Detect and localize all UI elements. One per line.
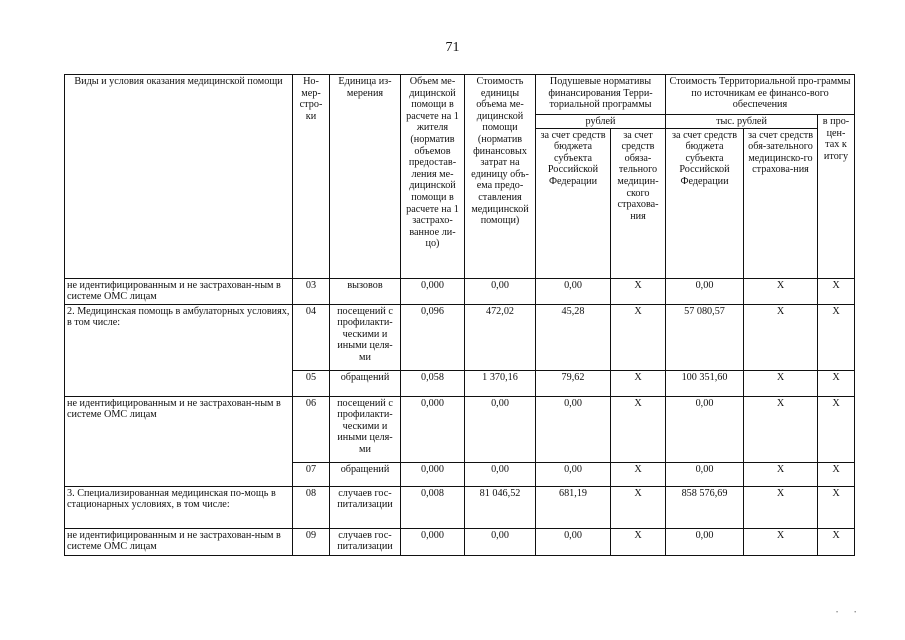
row-pc-oms: Х <box>611 370 666 396</box>
page-number: 71 <box>445 40 460 55</box>
header-oms-per-capita: за счет средств обяза-тельного медицин-ского страхова-ния <box>611 128 666 278</box>
row-volume: 0,008 <box>401 486 465 528</box>
row-pr-percent: Х <box>818 396 855 462</box>
header-oms-program: за счет средств обя-зательного медицинско-го страхова-ния <box>744 128 818 278</box>
row-pr-percent: Х <box>818 278 855 304</box>
row-pc-oms: Х <box>611 462 666 486</box>
row-line: 09 <box>293 528 330 555</box>
row-cost: 0,00 <box>465 278 536 304</box>
row-pr-oms: Х <box>744 462 818 486</box>
header-per-capita: Подушевые нормативы финансирования Терри-ториальной программы <box>536 75 666 115</box>
header-budget-per-capita: за счет средств бюджета субъекта Российской Федерации <box>536 128 611 278</box>
row-cost: 472,02 <box>465 304 536 370</box>
table-row <box>65 396 855 462</box>
header-unit-thousand-rubles: тыс. рублей <box>666 115 818 129</box>
header-unit-rubles: рублей <box>536 115 666 129</box>
row-volume: 0,000 <box>401 396 465 462</box>
row-cost: 0,00 <box>465 396 536 462</box>
header-budget-program: за счет средств бюджета субъекта Российской Федерации <box>666 128 744 278</box>
row-volume: 0,058 <box>401 370 465 396</box>
row-unit: случаев гос-питализации <box>330 528 401 555</box>
row-pr-oms: Х <box>744 396 818 462</box>
table-row <box>65 528 855 555</box>
scan-speck: • • <box>836 610 859 616</box>
row-kind: не идентифицированным и не застрахован-ным в системе ОМС лицам <box>65 278 293 304</box>
row-pr-percent: Х <box>818 462 855 486</box>
row-unit: вызовов <box>330 278 401 304</box>
row-kind: 3. Специализированная медицинская по-мощь в стационарных условиях, в том числе: <box>65 486 293 528</box>
header-kind: Виды и условия оказания медицинской помощи <box>65 75 293 279</box>
financing-table <box>64 74 855 556</box>
row-unit: посещений с профилакти-ческими и иными целя-ми <box>330 396 401 462</box>
row-line: 04 <box>293 304 330 370</box>
table-row <box>65 278 855 304</box>
row-unit: посещений с профилакти-ческими и иными целя-ми <box>330 304 401 370</box>
row-line: 05 <box>293 370 330 396</box>
row-pc-oms: Х <box>611 396 666 462</box>
row-pr-oms: Х <box>744 370 818 396</box>
row-pr-oms: Х <box>744 278 818 304</box>
header-unit-cost: Стоимость единицы объема ме-дицинской помощи (норматив финансовых затрат на единицу объ-ема предо-ставления медицинской помощи) <box>465 75 536 279</box>
row-pr-oms: Х <box>744 486 818 528</box>
row-volume: 0,000 <box>401 278 465 304</box>
row-cost: 1 370,16 <box>465 370 536 396</box>
row-pr-budget: 858 576,69 <box>666 486 744 528</box>
row-pr-budget: 0,00 <box>666 396 744 462</box>
row-pc-budget: 79,62 <box>536 370 611 396</box>
row-kind: 2. Медицинская помощь в амбулаторных условиях, в том числе: <box>65 304 293 396</box>
header-unit: Единица из-мерения <box>330 75 401 279</box>
row-pc-budget: 0,00 <box>536 462 611 486</box>
row-line: 08 <box>293 486 330 528</box>
row-kind: не идентифицированным и не застрахован-ным в системе ОМС лицам <box>65 528 293 555</box>
row-volume: 0,096 <box>401 304 465 370</box>
row-volume: 0,000 <box>401 528 465 555</box>
row-pr-budget: 57 080,57 <box>666 304 744 370</box>
row-line: 06 <box>293 396 330 462</box>
row-unit: обращений <box>330 462 401 486</box>
table-row <box>65 486 855 528</box>
row-pr-percent: Х <box>818 528 855 555</box>
header-line-number: Но-мер-стро-ки <box>293 75 330 279</box>
row-cost: 81 046,52 <box>465 486 536 528</box>
row-pc-budget: 0,00 <box>536 528 611 555</box>
row-cost: 0,00 <box>465 528 536 555</box>
row-pr-budget: 0,00 <box>666 528 744 555</box>
row-pc-oms: Х <box>611 528 666 555</box>
row-pc-budget: 45,28 <box>536 304 611 370</box>
row-pr-oms: Х <box>744 528 818 555</box>
row-kind: не идентифицированным и не застрахован-ным в системе ОМС лицам <box>65 396 293 486</box>
row-cost: 0,00 <box>465 462 536 486</box>
row-pc-oms: Х <box>611 486 666 528</box>
row-line: 03 <box>293 278 330 304</box>
row-pc-oms: Х <box>611 304 666 370</box>
header-program-cost: Стоимость Территориальной про-граммы по источникам ее финансо-вого обеспечения <box>666 75 855 115</box>
header-percent: в про-цен-тах к итогу <box>818 115 855 279</box>
header-volume: Объем ме-дицинской помощи в расчете на 1 жителя (норматив объемов предостав-ления ме-дицинской помощи в расчете на 1 застрахо-ванное ли-цо) <box>401 75 465 279</box>
row-pr-budget: 0,00 <box>666 462 744 486</box>
row-unit: обращений <box>330 370 401 396</box>
row-pr-oms: Х <box>744 304 818 370</box>
row-pr-budget: 0,00 <box>666 278 744 304</box>
row-pr-percent: Х <box>818 304 855 370</box>
table-row <box>65 304 855 370</box>
row-pr-percent: Х <box>818 486 855 528</box>
row-pc-budget: 0,00 <box>536 278 611 304</box>
row-volume: 0,000 <box>401 462 465 486</box>
row-pc-budget: 0,00 <box>536 396 611 462</box>
row-pr-budget: 100 351,60 <box>666 370 744 396</box>
row-pc-oms: Х <box>611 278 666 304</box>
row-pc-budget: 681,19 <box>536 486 611 528</box>
row-line: 07 <box>293 462 330 486</box>
row-unit: случаев гос-питализации <box>330 486 401 528</box>
row-pr-percent: Х <box>818 370 855 396</box>
